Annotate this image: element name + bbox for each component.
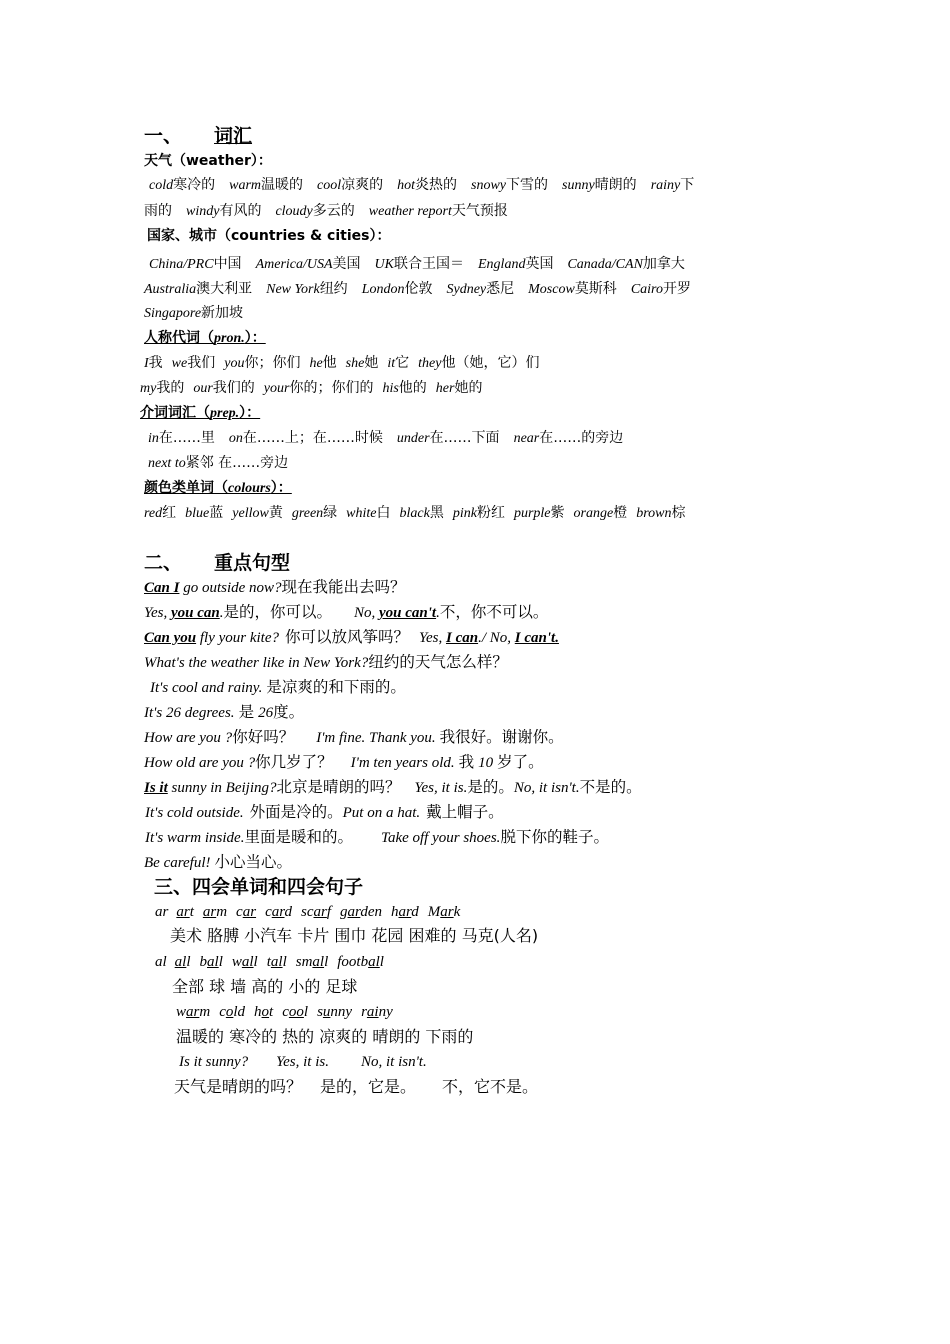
vocab-english: they: [418, 356, 442, 371]
word-part: nny: [330, 1004, 353, 1020]
four-skill-sentences-en: Is it sunny? Yes, it is. No, it isn't.: [179, 1054, 427, 1070]
sentence-5: It's cool and rainy. 是凉爽的和下雨的。: [150, 678, 406, 696]
vocab-item: [193, 380, 254, 397]
phonics-word: [337, 954, 384, 970]
subheading-prepositions: 介词词汇（prep.）：: [140, 405, 261, 421]
vocab-item: [144, 355, 163, 372]
vocab-chinese: 美国: [332, 256, 361, 272]
section-title: 词汇: [214, 125, 253, 147]
vocab-english: purple: [513, 506, 551, 521]
word-part: c: [219, 1004, 226, 1020]
pronouns-line-1: [144, 355, 548, 372]
vocab-chinese: 下雪的: [506, 177, 549, 193]
colours-line-1: [144, 505, 694, 522]
vocab-item: [382, 380, 426, 397]
phonics-word: [391, 904, 419, 920]
vocab-chinese: 蓝: [209, 505, 224, 521]
phonics-word: [175, 954, 191, 970]
phonics-letters: oo: [288, 1004, 304, 1020]
phonics-letters: o: [261, 1004, 270, 1020]
phonics-word: [282, 1004, 308, 1020]
phonics-word: [361, 1004, 393, 1020]
vocab-item: [478, 256, 553, 273]
phonics-letters: ar: [176, 904, 190, 920]
vocab-chinese: 晴朗的: [594, 177, 637, 193]
vocab-chinese: 在……的旁边: [539, 430, 624, 446]
vocab-chinese: 紫: [550, 505, 565, 521]
vocab-chinese: 棕: [671, 505, 686, 521]
vocab-item: [471, 177, 548, 194]
vocab-english: in: [148, 431, 159, 446]
vocab-chinese: 天气预报: [451, 203, 508, 219]
vocab-chinese: 中国: [213, 256, 242, 272]
phonics-word: [176, 1004, 210, 1020]
four-skill-sentences-zh: 天气是晴朗的吗？ 是的，它是。 不，它不是。: [174, 1077, 539, 1096]
vocab-chinese: 莫斯科: [574, 281, 617, 297]
vocab-chinese: 绿: [323, 505, 338, 521]
word-part: den: [360, 904, 382, 920]
word-part: l: [324, 954, 329, 970]
phonics-letters: ai: [366, 1004, 379, 1020]
vocab-chinese: 白: [376, 505, 391, 521]
phonics-letters: al: [174, 954, 187, 970]
phonics-letters: u: [322, 1004, 331, 1020]
vocab-english: his: [382, 381, 399, 396]
vocab-item: [140, 380, 184, 397]
phonics-word: [267, 954, 287, 970]
vocab-item: [397, 430, 500, 447]
section-heading-key-sentences: 二、 重点句型: [144, 552, 291, 574]
vocab-english: orange: [573, 506, 614, 521]
phonics-word: [265, 904, 292, 920]
vocab-chinese: 你的；你们的: [289, 380, 374, 396]
vocab-item: [317, 177, 383, 194]
word-part: m: [199, 1004, 211, 1020]
vocab-english: next to: [148, 456, 186, 471]
vocab-item: [400, 505, 444, 522]
vocab-chinese: 他（她，它）们: [441, 355, 540, 371]
vocab-chinese: 伦敦: [404, 281, 433, 297]
vocab-chinese: 橙: [613, 505, 628, 521]
vocab-english: she: [345, 356, 365, 371]
word-part: ld: [233, 1004, 246, 1020]
vocab-chinese: 凉爽的: [341, 177, 384, 193]
vocab-item: [453, 505, 505, 522]
vocab-chinese: 在……下面: [429, 430, 500, 446]
vocab-english: brown: [636, 506, 672, 521]
word-part: k: [453, 904, 461, 920]
vocab-item: [256, 256, 361, 273]
vocab-chinese: 她的: [454, 380, 483, 396]
prepositions-line-1: [148, 430, 637, 447]
countries-line-2: [144, 281, 705, 298]
vocab-item: [149, 256, 242, 273]
word-part: h: [390, 904, 399, 920]
subheading-colours: 颜色类单词（colours）：: [144, 480, 292, 496]
phonics-letters: ar: [186, 1004, 200, 1020]
vocab-chinese: 下: [680, 177, 695, 193]
vocab-english: England: [478, 257, 526, 272]
vocab-item: [229, 177, 303, 194]
vocab-chinese: 在……上；在……时候: [242, 430, 383, 446]
vocab-english: Moscow: [528, 282, 575, 297]
ar-words-line: [155, 903, 469, 921]
word-part: t: [189, 904, 194, 920]
vocab-english: weather report: [368, 204, 452, 219]
phonics-letters: ar: [398, 904, 412, 920]
vocab-chinese: 悉尼: [486, 281, 515, 297]
vocab-english: green: [291, 506, 324, 521]
vocab-english: her: [435, 381, 455, 396]
vocab-item: [436, 380, 483, 397]
phonics-letters: o: [225, 1004, 234, 1020]
vocab-english: near: [513, 431, 540, 446]
subheading-weather: 天气（weather）：: [144, 153, 272, 169]
sentence-11: It's warm inside.里面是暖和的。 Take off your shoes.脱下你的鞋子。: [145, 828, 609, 846]
vocab-chinese: 加拿大: [642, 256, 685, 272]
phonics-letters: ar: [347, 904, 361, 920]
vocab-english: our: [193, 381, 213, 396]
word-part: h: [254, 1004, 262, 1020]
vocab-english: America/USA: [255, 257, 333, 272]
vocab-item: [387, 355, 409, 372]
vocab-item: [172, 355, 216, 372]
word-part: footb: [337, 954, 369, 970]
countries-line-3: [144, 305, 257, 322]
word-part: M: [427, 904, 441, 920]
vocab-english: black: [399, 506, 430, 521]
word-part: l: [218, 954, 223, 970]
vocab-english: it: [387, 356, 396, 371]
sentence-7: How are you ?你好吗？ I'm fine. Thank you. 我很好。谢谢你。: [144, 728, 564, 746]
sentence-1: Can I go outside now?现在我能出去吗？: [144, 578, 406, 596]
phonics-letters: al: [207, 954, 219, 970]
vocab-chinese: 他的: [398, 380, 427, 396]
vocab-english: sunny: [562, 178, 595, 193]
word-part: l: [253, 954, 258, 970]
sentence-6: It's 26 degrees. 是 26度。: [144, 703, 305, 721]
vocab-item: [514, 505, 565, 522]
sentence-12: Be careful! 小心当心。: [144, 853, 293, 871]
word-part: ny: [378, 1004, 393, 1020]
phonics-word: [219, 1004, 245, 1020]
word-part: w: [176, 1004, 187, 1020]
vocab-english: under: [396, 431, 430, 446]
vocab-english: UK: [374, 257, 394, 272]
vocab-english: yellow: [232, 506, 269, 521]
vocab-item: [446, 281, 514, 298]
phonics-letters: al: [270, 954, 283, 970]
vocab-english: China/PRC: [149, 257, 214, 272]
vocab-chinese: 炎热的: [415, 177, 458, 193]
vocab-english: Australia: [144, 282, 197, 297]
sentence-8: How old are you ?你几岁了？ I'm ten years old. 我 10 岁了。: [144, 753, 544, 771]
vocab-chinese: 我们的: [212, 380, 255, 396]
vocab-chinese: 开罗: [662, 281, 691, 297]
phonics-word: [340, 904, 382, 920]
phonics-word: [317, 1004, 352, 1020]
phonics-word: [254, 1004, 273, 1020]
vocab-item: [264, 380, 374, 397]
vocab-item: [144, 281, 252, 298]
weather-line-2: [144, 203, 522, 220]
word-part: f: [326, 904, 332, 920]
vocab-chinese: 黑: [429, 505, 444, 521]
phonics-letters: ar: [271, 904, 285, 920]
vocab-chinese: 我: [148, 355, 163, 371]
phonics-word: [428, 904, 461, 920]
vocab-item: [346, 505, 390, 522]
vocab-item: [562, 177, 637, 194]
subheading-pronouns: 人称代词（pron.）：: [144, 330, 266, 346]
vocab-chinese: 温暖的: [261, 177, 304, 193]
vocab-chinese: 她: [364, 355, 379, 371]
phonics-word: [232, 954, 258, 970]
phonics-letters: ar: [242, 904, 257, 920]
vocab-item: [275, 203, 354, 220]
phonics-word: [236, 904, 256, 920]
vocab-chinese: 你；你们: [244, 355, 301, 371]
vocab-item: [148, 430, 215, 447]
vocab-item: [148, 455, 288, 472]
word-part: c: [265, 904, 272, 920]
word-part: d: [284, 904, 293, 920]
pronouns-line-2: [140, 380, 491, 397]
vocab-item: [514, 430, 624, 447]
vocab-english: my: [140, 381, 157, 396]
ar-meanings-line: 美术 胳膊 小汽车 卡片 围巾 花园 困难的 马克(人名): [170, 926, 539, 945]
vocab-chinese: 粉红: [476, 505, 505, 521]
vocab-item: [418, 355, 539, 372]
vocab-item: [144, 305, 243, 322]
vocab-item: [528, 281, 617, 298]
vocab-item: [292, 505, 337, 522]
vocab-english: warm: [229, 178, 262, 193]
vocab-item: [574, 505, 628, 522]
word-part: d: [411, 904, 419, 920]
vocab-english: rainy: [650, 178, 681, 193]
vocab-item: [651, 177, 695, 194]
vocab-chinese: 我的: [156, 380, 185, 396]
vocab-english: you: [224, 356, 245, 371]
section-heading-four-skills: 三、四会单词和四会句子: [154, 876, 364, 898]
vocab-chinese-continued: 雨的: [144, 203, 172, 219]
vocab-chinese: 寒冷的: [173, 177, 216, 193]
vocab-item: [636, 505, 685, 522]
phonics-word: [200, 954, 223, 970]
vocab-chinese: 新加坡: [201, 305, 244, 321]
word-part: l: [282, 954, 287, 970]
section-heading-vocabulary: 一、 词汇: [144, 125, 253, 147]
phonics-letters: al: [312, 954, 325, 970]
vocab-english: windy: [186, 204, 220, 219]
phonics-letters: ar: [202, 904, 217, 920]
sentence-3: Can you fly your kite? 你可以放风筝吗？ Yes, I can./ No, I can't.: [144, 628, 559, 646]
vocab-english: I: [144, 356, 149, 371]
vocab-item: [186, 203, 261, 220]
vocab-item: [185, 505, 223, 522]
subheading-countries: 国家、城市（countries & cities）：: [147, 228, 391, 244]
phonics-letters: al: [368, 954, 380, 970]
phonics-word: [296, 954, 329, 970]
phonics-letters: ar: [440, 904, 454, 920]
vocab-english: Singapore: [144, 306, 202, 321]
section-title: 重点句型: [214, 552, 291, 574]
vocab-chinese: 澳大利亚: [196, 281, 253, 297]
phonics-letters: ar: [313, 904, 327, 920]
word-part: w: [231, 954, 242, 970]
phonics-pattern: al: [155, 954, 167, 970]
sentence-2: Yes, you can.是的，你可以。 No, you can't.不，你不可以。: [144, 603, 549, 621]
vocab-english: hot: [397, 178, 416, 193]
vocab-chinese: 我们: [187, 355, 216, 371]
word-part: c: [282, 1004, 289, 1020]
weather-line-1: [149, 177, 708, 194]
vocab-english: New York: [266, 282, 320, 297]
vocab-item: [397, 177, 457, 194]
word-part: l: [303, 1004, 309, 1020]
vocab-chinese: 联合王国＝: [394, 256, 464, 272]
vocab-english: Canada/CAN: [567, 257, 643, 272]
word-part: sc: [301, 904, 314, 920]
phonics-word: [301, 904, 331, 920]
vocab-english: snowy: [471, 178, 507, 193]
vocab-item: [309, 355, 336, 372]
vocab-item: [149, 177, 215, 194]
countries-line-1: [149, 256, 699, 273]
vocab-english: cold: [149, 178, 174, 193]
sentence-4: What's the weather like in New York?纽约的天气怎么样？: [144, 653, 508, 671]
phonics-letters: al: [241, 954, 254, 970]
vocab-chinese: 他: [322, 355, 337, 371]
vocab-item: [266, 281, 348, 298]
vocab-chinese: 红: [162, 505, 177, 521]
vocab-item: [346, 355, 379, 372]
prepositions-line-2: [148, 455, 302, 472]
vocab-english: we: [171, 356, 188, 371]
vocab-item: [375, 256, 464, 273]
vocab-english: Sydney: [446, 282, 487, 297]
vocab-english: blue: [185, 506, 210, 521]
vocab-english: on: [228, 431, 243, 446]
sentence-10: It's cold outside. 外面是冷的。Put on a hat. 戴上帽子。: [145, 803, 504, 821]
vocab-english: your: [263, 381, 290, 396]
al-words-line: [155, 953, 393, 971]
vocab-chinese: 英国: [525, 256, 554, 272]
word-part: l: [186, 954, 191, 970]
vocab-chinese: 黄: [268, 505, 283, 521]
vocab-chinese: 在……里: [158, 430, 215, 446]
vocab-english: cloudy: [275, 204, 313, 219]
word-part: c: [236, 904, 243, 920]
word-part: s: [317, 1004, 323, 1020]
word-part: g: [340, 904, 348, 920]
vocab-chinese: 多云的: [312, 203, 355, 219]
vocab-english: red: [144, 506, 163, 521]
vocab-item: [229, 430, 383, 447]
weather-meanings-line: 温暖的 寒冷的 热的 凉爽的 晴朗的 下雨的: [176, 1027, 474, 1046]
vocab-english: London: [361, 282, 405, 297]
vocab-english: cool: [317, 178, 342, 193]
phonics-pattern: ar: [155, 904, 169, 920]
phonics-word: [176, 904, 194, 920]
vocab-item: [144, 505, 176, 522]
vocab-chinese: 有风的: [219, 203, 262, 219]
word-part: sm: [295, 954, 313, 970]
vocab-chinese: 纽约: [319, 281, 348, 297]
weather-words-line: [176, 1003, 402, 1021]
vocab-item: [232, 505, 283, 522]
phonics-word: [203, 904, 227, 920]
word-part: r: [361, 1004, 367, 1020]
vocab-english: Cairo: [630, 282, 663, 297]
vocab-chinese: 紧邻 在……旁边: [185, 455, 289, 471]
vocab-item: [224, 355, 300, 372]
vocab-item: [631, 281, 691, 298]
word-part: l: [379, 954, 384, 970]
vocab-item: [369, 203, 508, 220]
vocab-item: [362, 281, 433, 298]
word-part: m: [216, 904, 228, 920]
sentence-9: Is it sunny in Beijing?北京是晴朗的吗？ Yes, it is.是的。No, it isn't.不是的。: [144, 778, 642, 796]
vocab-chinese: 它: [395, 355, 410, 371]
vocab-english: white: [346, 506, 377, 521]
word-part: b: [199, 954, 208, 970]
al-meanings-line: 全部 球 墙 高的 小的 足球: [172, 977, 358, 996]
word-part: t: [269, 1004, 274, 1020]
word-part: t: [266, 954, 271, 970]
vocab-english: he: [309, 356, 323, 371]
vocab-english: pink: [452, 506, 477, 521]
vocab-item: [567, 256, 684, 273]
